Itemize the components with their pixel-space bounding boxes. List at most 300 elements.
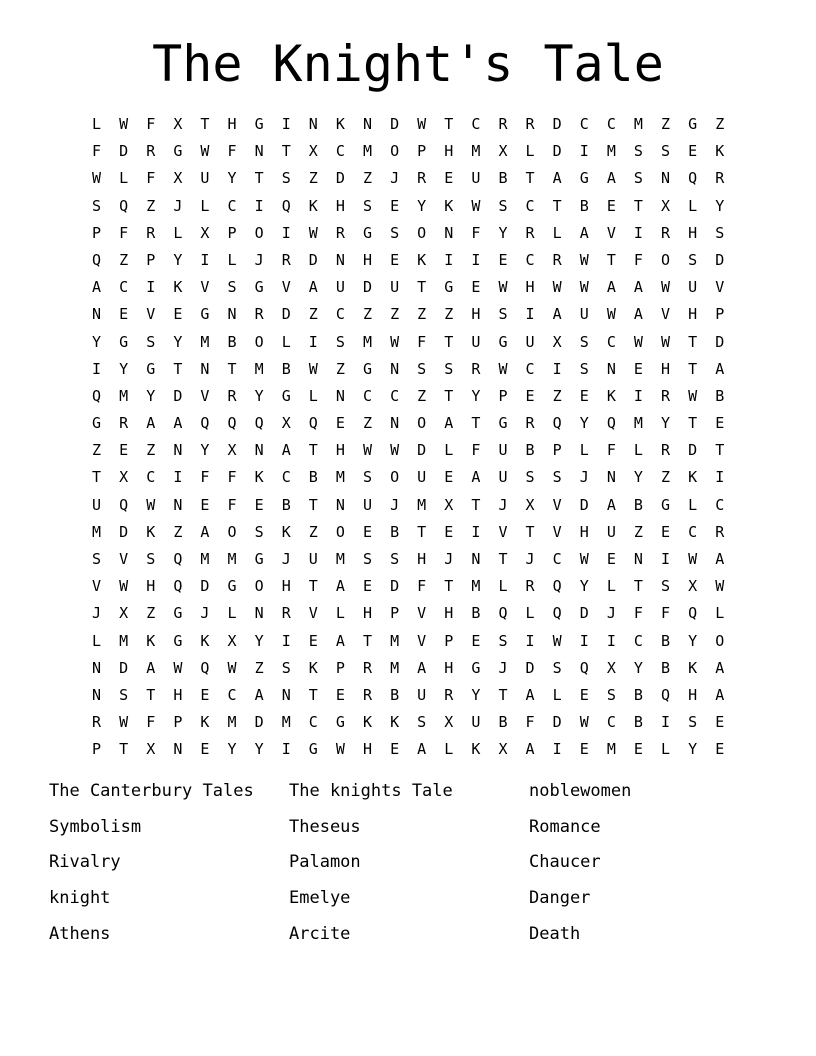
grid-letter: B (661, 631, 671, 650)
grid-letter: L (661, 740, 671, 759)
grid-letter: N (471, 550, 481, 568)
grid-letter: V (715, 278, 725, 297)
grid-letter: Z (308, 522, 318, 541)
grid-letter: E (525, 386, 535, 405)
grid-letter: H (444, 658, 454, 677)
grid-letter: H (335, 441, 345, 460)
grid-letter: U (390, 278, 400, 297)
grid-letter: Z (362, 414, 372, 433)
grid-letter: I (525, 305, 535, 324)
grid-letter: U (471, 332, 481, 351)
grid-letter: H (688, 685, 698, 704)
grid-letter: H (471, 305, 481, 324)
grid-letter: T (688, 332, 698, 351)
grid-letter: Z (119, 250, 129, 269)
grid-letter: T (92, 468, 102, 487)
grid-letter: H (281, 577, 291, 596)
grid-letter: D (281, 305, 291, 324)
grid-letter: X (119, 468, 129, 487)
grid-letter: K (444, 196, 454, 215)
grid-letter: Z (308, 305, 318, 324)
grid-letter: A (606, 495, 616, 514)
grid-letter: S (119, 685, 129, 704)
grid-letter: S (362, 468, 372, 487)
grid-letter: N (362, 115, 372, 133)
grid-letter: L (525, 604, 535, 623)
grid-letter: N (308, 115, 318, 133)
grid-letter: F (417, 332, 427, 351)
grid-letter: R (227, 386, 237, 405)
grid-letter: V (200, 386, 210, 405)
grid-letter: I (633, 223, 643, 242)
grid-letter: T (173, 359, 183, 378)
grid-letter: D (119, 658, 129, 677)
grid-letter: E (606, 550, 616, 568)
grid-letter: T (688, 359, 698, 378)
grid-letter: F (227, 495, 237, 514)
grid-letter: Z (146, 196, 156, 215)
grid-letter: F (417, 577, 427, 596)
grid-letter: A (173, 414, 183, 433)
grid-letter: K (281, 522, 291, 541)
grid-letter: Y (92, 332, 102, 351)
grid-letter: S (661, 142, 671, 161)
grid-letter: J (92, 604, 102, 623)
grid-letter: T (688, 414, 698, 433)
grid-letter: J (498, 658, 508, 677)
grid-letter: D (173, 386, 183, 405)
grid-letter: Z (633, 522, 643, 541)
grid-letter: J (579, 468, 589, 487)
grid-letter: T (308, 685, 318, 704)
grid-letter: S (362, 196, 372, 215)
grid-letter: S (362, 550, 372, 568)
grid-letter: N (173, 740, 183, 759)
grid-letter: O (390, 468, 400, 487)
grid-letter: K (173, 278, 183, 297)
grid-letter: G (173, 631, 183, 650)
grid-letter: Z (661, 115, 671, 133)
grid-letter: B (390, 685, 400, 704)
grid-letter: T (444, 115, 454, 133)
grid-letter: R (661, 386, 671, 405)
grid-letter: S (254, 522, 264, 541)
grid-letter: C (579, 115, 589, 133)
grid-letter: T (308, 441, 318, 460)
grid-letter: A (444, 414, 454, 433)
grid-letter: G (579, 169, 589, 188)
grid-letter: E (579, 685, 589, 704)
grid-letter: T (471, 495, 481, 514)
grid-letter: T (633, 196, 643, 215)
grid-letter: U (335, 278, 345, 297)
grid-letter: K (308, 658, 318, 677)
grid-letter: V (417, 604, 427, 623)
grid-letter: E (200, 495, 210, 514)
grid-letter: T (606, 250, 616, 269)
grid-letter: X (173, 169, 183, 188)
grid-letter: W (688, 386, 698, 405)
grid-letter: G (254, 278, 264, 297)
grid-letter: R (281, 250, 291, 269)
grid-letter: S (715, 223, 725, 242)
grid-letter: E (390, 196, 400, 215)
grid-letter: X (606, 658, 616, 677)
grid-letter: T (444, 577, 454, 596)
grid-letter: A (715, 359, 725, 378)
grid-letter: G (335, 713, 345, 732)
grid-letter: L (173, 223, 183, 242)
grid-letter: E (688, 142, 698, 161)
grid-letter: A (92, 278, 102, 297)
word-list-item: knight (49, 888, 111, 909)
grid-letter: Y (661, 414, 671, 433)
grid-letter: V (552, 522, 562, 541)
grid-letter: R (362, 685, 372, 704)
grid-letter: A (471, 468, 481, 487)
word-list-item: Athens (49, 923, 111, 944)
grid-letter: L (552, 223, 562, 242)
grid-letter: T (308, 577, 318, 596)
grid-letter: Z (254, 658, 264, 677)
grid-letter: W (498, 278, 508, 297)
grid-letter: G (362, 223, 372, 242)
grid-letter: R (715, 169, 725, 188)
grid-letter: C (227, 685, 237, 704)
grid-letter: H (227, 115, 237, 133)
grid-letter: Q (119, 196, 129, 215)
grid-letter: G (173, 604, 183, 623)
grid-letter: W (390, 332, 400, 351)
grid-letter: Y (579, 414, 589, 433)
grid-letter: P (390, 604, 400, 623)
grid-letter: F (633, 604, 643, 623)
grid-letter: V (661, 305, 671, 324)
grid-letter: O (335, 522, 345, 541)
grid-letter: E (444, 169, 454, 188)
grid-letter: A (281, 441, 291, 460)
grid-letter: F (227, 142, 237, 161)
grid-letter: C (606, 115, 616, 133)
grid-letter: L (552, 685, 562, 704)
grid-letter: B (498, 169, 508, 188)
grid-letter: A (525, 740, 535, 759)
grid-letter: J (173, 196, 183, 215)
grid-letter: Q (688, 604, 698, 623)
grid-letter: P (552, 441, 562, 460)
grid-letter: C (227, 196, 237, 215)
grid-letter: K (200, 713, 210, 732)
grid-letter: C (471, 115, 481, 133)
grid-letter: J (200, 604, 210, 623)
grid-letter: W (146, 495, 156, 514)
grid-letter: I (579, 142, 589, 161)
grid-letter: U (417, 685, 427, 704)
grid-letter: F (146, 169, 156, 188)
grid-letter: V (552, 495, 562, 514)
grid-letter: Q (173, 550, 183, 568)
grid-letter: H (146, 577, 156, 596)
grid-letter: V (498, 522, 508, 541)
grid-letter: I (552, 359, 562, 378)
grid-letter: Y (498, 223, 508, 242)
grid-letter: G (498, 332, 508, 351)
grid-letter: D (200, 577, 210, 596)
grid-letter: R (119, 414, 129, 433)
grid-letter: K (471, 740, 481, 759)
grid-letter: K (362, 713, 372, 732)
grid-letter: D (362, 278, 372, 297)
grid-letter: I (281, 223, 291, 242)
grid-letter: S (525, 468, 535, 487)
grid-letter: X (200, 223, 210, 242)
grid-letter: U (688, 278, 698, 297)
grid-letter: Q (688, 169, 698, 188)
grid-letter: C (281, 468, 291, 487)
grid-letter: Y (254, 386, 264, 405)
grid-letter: P (92, 223, 102, 242)
grid-letter: M (471, 142, 481, 161)
grid-letter: S (606, 685, 616, 704)
grid-letter: Q (552, 604, 562, 623)
grid-letter: N (444, 223, 454, 242)
grid-letter: X (444, 713, 454, 732)
grid-letter: E (633, 359, 643, 378)
grid-letter: E (254, 495, 264, 514)
grid-letter: B (390, 522, 400, 541)
grid-letter: U (471, 169, 481, 188)
grid-letter: D (417, 441, 427, 460)
word-list-item: Romance (529, 816, 601, 837)
grid-letter: F (471, 441, 481, 460)
grid-letter: G (661, 495, 671, 514)
grid-letter: K (715, 142, 725, 161)
grid-letter: M (417, 495, 427, 514)
grid-letter: T (254, 169, 264, 188)
grid-letter: F (471, 223, 481, 242)
grid-letter: Q (308, 414, 318, 433)
grid-letter: H (688, 223, 698, 242)
grid-letter: A (335, 631, 345, 650)
grid-letter: W (471, 196, 481, 215)
word-list-item: Danger (529, 888, 591, 909)
grid-letter: W (119, 713, 129, 732)
grid-letter: L (200, 196, 210, 215)
grid-letter: X (173, 115, 183, 133)
grid-letter: B (308, 468, 318, 487)
grid-letter: L (444, 441, 454, 460)
grid-letter: N (661, 169, 671, 188)
grid-letter: R (498, 115, 508, 133)
grid-letter: Z (308, 169, 318, 188)
grid-letter: W (200, 142, 210, 161)
grid-letter: Z (444, 305, 454, 324)
grid-letter: A (552, 169, 562, 188)
grid-letter: I (471, 250, 481, 269)
grid-letter: D (715, 332, 725, 351)
grid-letter: Z (362, 305, 372, 324)
grid-letter: D (119, 142, 129, 161)
grid-letter: M (471, 577, 481, 596)
grid-letter: Y (146, 386, 156, 405)
grid-letter: A (146, 414, 156, 433)
grid-letter: R (715, 522, 725, 541)
grid-letter: T (498, 685, 508, 704)
grid-letter: S (498, 305, 508, 324)
grid-letter: Y (173, 250, 183, 269)
grid-letter: Y (254, 740, 264, 759)
grid-letter: H (444, 142, 454, 161)
grid-letter: G (362, 359, 372, 378)
grid-letter: J (525, 550, 535, 568)
grid-letter: L (281, 332, 291, 351)
grid-letter: H (417, 550, 427, 568)
grid-letter: E (606, 196, 616, 215)
grid-letter: W (579, 250, 589, 269)
grid-letter: C (335, 142, 345, 161)
grid-letter: D (390, 577, 400, 596)
grid-letter: T (146, 685, 156, 704)
grid-letter: S (92, 550, 102, 568)
grid-letter: D (552, 142, 562, 161)
grid-letter: T (308, 495, 318, 514)
grid-letter: M (254, 359, 264, 378)
grid-letter: K (200, 631, 210, 650)
grid-letter: A (525, 685, 535, 704)
grid-letter: E (200, 685, 210, 704)
grid-letter: W (362, 441, 372, 460)
grid-letter: L (498, 577, 508, 596)
grid-letter: N (254, 441, 264, 460)
grid-letter: U (498, 468, 508, 487)
grid-letter: I (146, 278, 156, 297)
grid-letter: D (715, 250, 725, 269)
grid-letter: J (606, 604, 616, 623)
grid-letter: I (281, 115, 291, 133)
grid-letter: M (390, 631, 400, 650)
word-list-item: The knights Tale (289, 781, 453, 801)
grid-letter: J (281, 550, 291, 568)
grid-letter: G (498, 414, 508, 433)
grid-letter: W (579, 713, 589, 732)
grid-letter: Z (552, 386, 562, 405)
grid-letter: W (552, 631, 562, 650)
grid-letter: Q (661, 685, 671, 704)
grid-letter: Q (498, 604, 508, 623)
grid-letter: W (579, 550, 589, 568)
grid-letter: M (92, 522, 102, 541)
grid-letter: E (200, 740, 210, 759)
grid-letter: W (308, 223, 318, 242)
grid-letter: E (498, 250, 508, 269)
grid-letter: G (281, 386, 291, 405)
grid-letter: M (606, 142, 616, 161)
grid-letter: Q (552, 414, 562, 433)
grid-letter: X (525, 495, 535, 514)
grid-letter: N (254, 142, 264, 161)
grid-letter: T (281, 142, 291, 161)
grid-letter: Z (417, 386, 427, 405)
grid-letter: D (390, 115, 400, 133)
grid-letter: A (606, 278, 616, 297)
grid-letter: T (525, 522, 535, 541)
grid-letter: Y (119, 359, 129, 378)
grid-letter: A (254, 685, 264, 704)
grid-letter: W (227, 658, 237, 677)
grid-letter: S (227, 278, 237, 297)
grid-letter: S (146, 332, 156, 351)
grid-letter: I (715, 468, 725, 487)
grid-letter: W (92, 169, 102, 188)
word-list-item: Chaucer (529, 852, 601, 873)
grid-letter: Q (92, 250, 102, 269)
grid-letter: L (92, 115, 102, 133)
grid-letter: L (688, 196, 698, 215)
grid-letter: E (444, 468, 454, 487)
grid-letter: E (579, 740, 589, 759)
grid-letter: R (281, 604, 291, 623)
grid-letter: N (390, 359, 400, 378)
grid-letter: M (227, 550, 237, 568)
grid-letter: E (119, 305, 129, 324)
grid-letter: X (227, 631, 237, 650)
grid-letter: W (390, 441, 400, 460)
grid-letter: S (390, 223, 400, 242)
grid-letter: E (362, 522, 372, 541)
grid-letter: S (633, 169, 643, 188)
grid-letter: W (579, 278, 589, 297)
grid-letter: B (579, 196, 589, 215)
grid-letter: U (362, 495, 372, 514)
grid-letter: Y (471, 685, 481, 704)
grid-letter: P (146, 250, 156, 269)
grid-letter: Z (335, 359, 345, 378)
grid-letter: G (92, 414, 102, 433)
grid-letter: G (119, 332, 129, 351)
grid-letter: H (444, 604, 454, 623)
grid-letter: X (119, 604, 129, 623)
grid-letter: D (254, 713, 264, 732)
grid-letter: X (281, 414, 291, 433)
grid-letter: I (444, 250, 454, 269)
grid-letter: T (498, 550, 508, 568)
grid-letter: M (633, 115, 643, 133)
grid-letter: W (661, 332, 671, 351)
grid-letter: L (606, 577, 616, 596)
grid-letter: F (119, 223, 129, 242)
grid-letter: W (173, 658, 183, 677)
grid-letter: C (688, 522, 698, 541)
grid-letter: M (200, 332, 210, 351)
grid-letter: F (146, 713, 156, 732)
grid-letter: C (362, 386, 372, 405)
grid-letter: I (281, 631, 291, 650)
grid-letter: K (146, 631, 156, 650)
grid-letter: B (281, 359, 291, 378)
grid-letter: H (335, 196, 345, 215)
grid-letter: R (146, 223, 156, 242)
grid-letter: E (335, 414, 345, 433)
grid-letter: V (417, 631, 427, 650)
grid-letter: X (146, 740, 156, 759)
grid-letter: R (444, 685, 454, 704)
grid-letter: S (417, 713, 427, 732)
grid-letter: R (525, 223, 535, 242)
grid-letter: C (606, 332, 616, 351)
grid-letter: D (552, 115, 562, 133)
grid-letter: B (633, 713, 643, 732)
grid-letter: Y (227, 169, 237, 188)
